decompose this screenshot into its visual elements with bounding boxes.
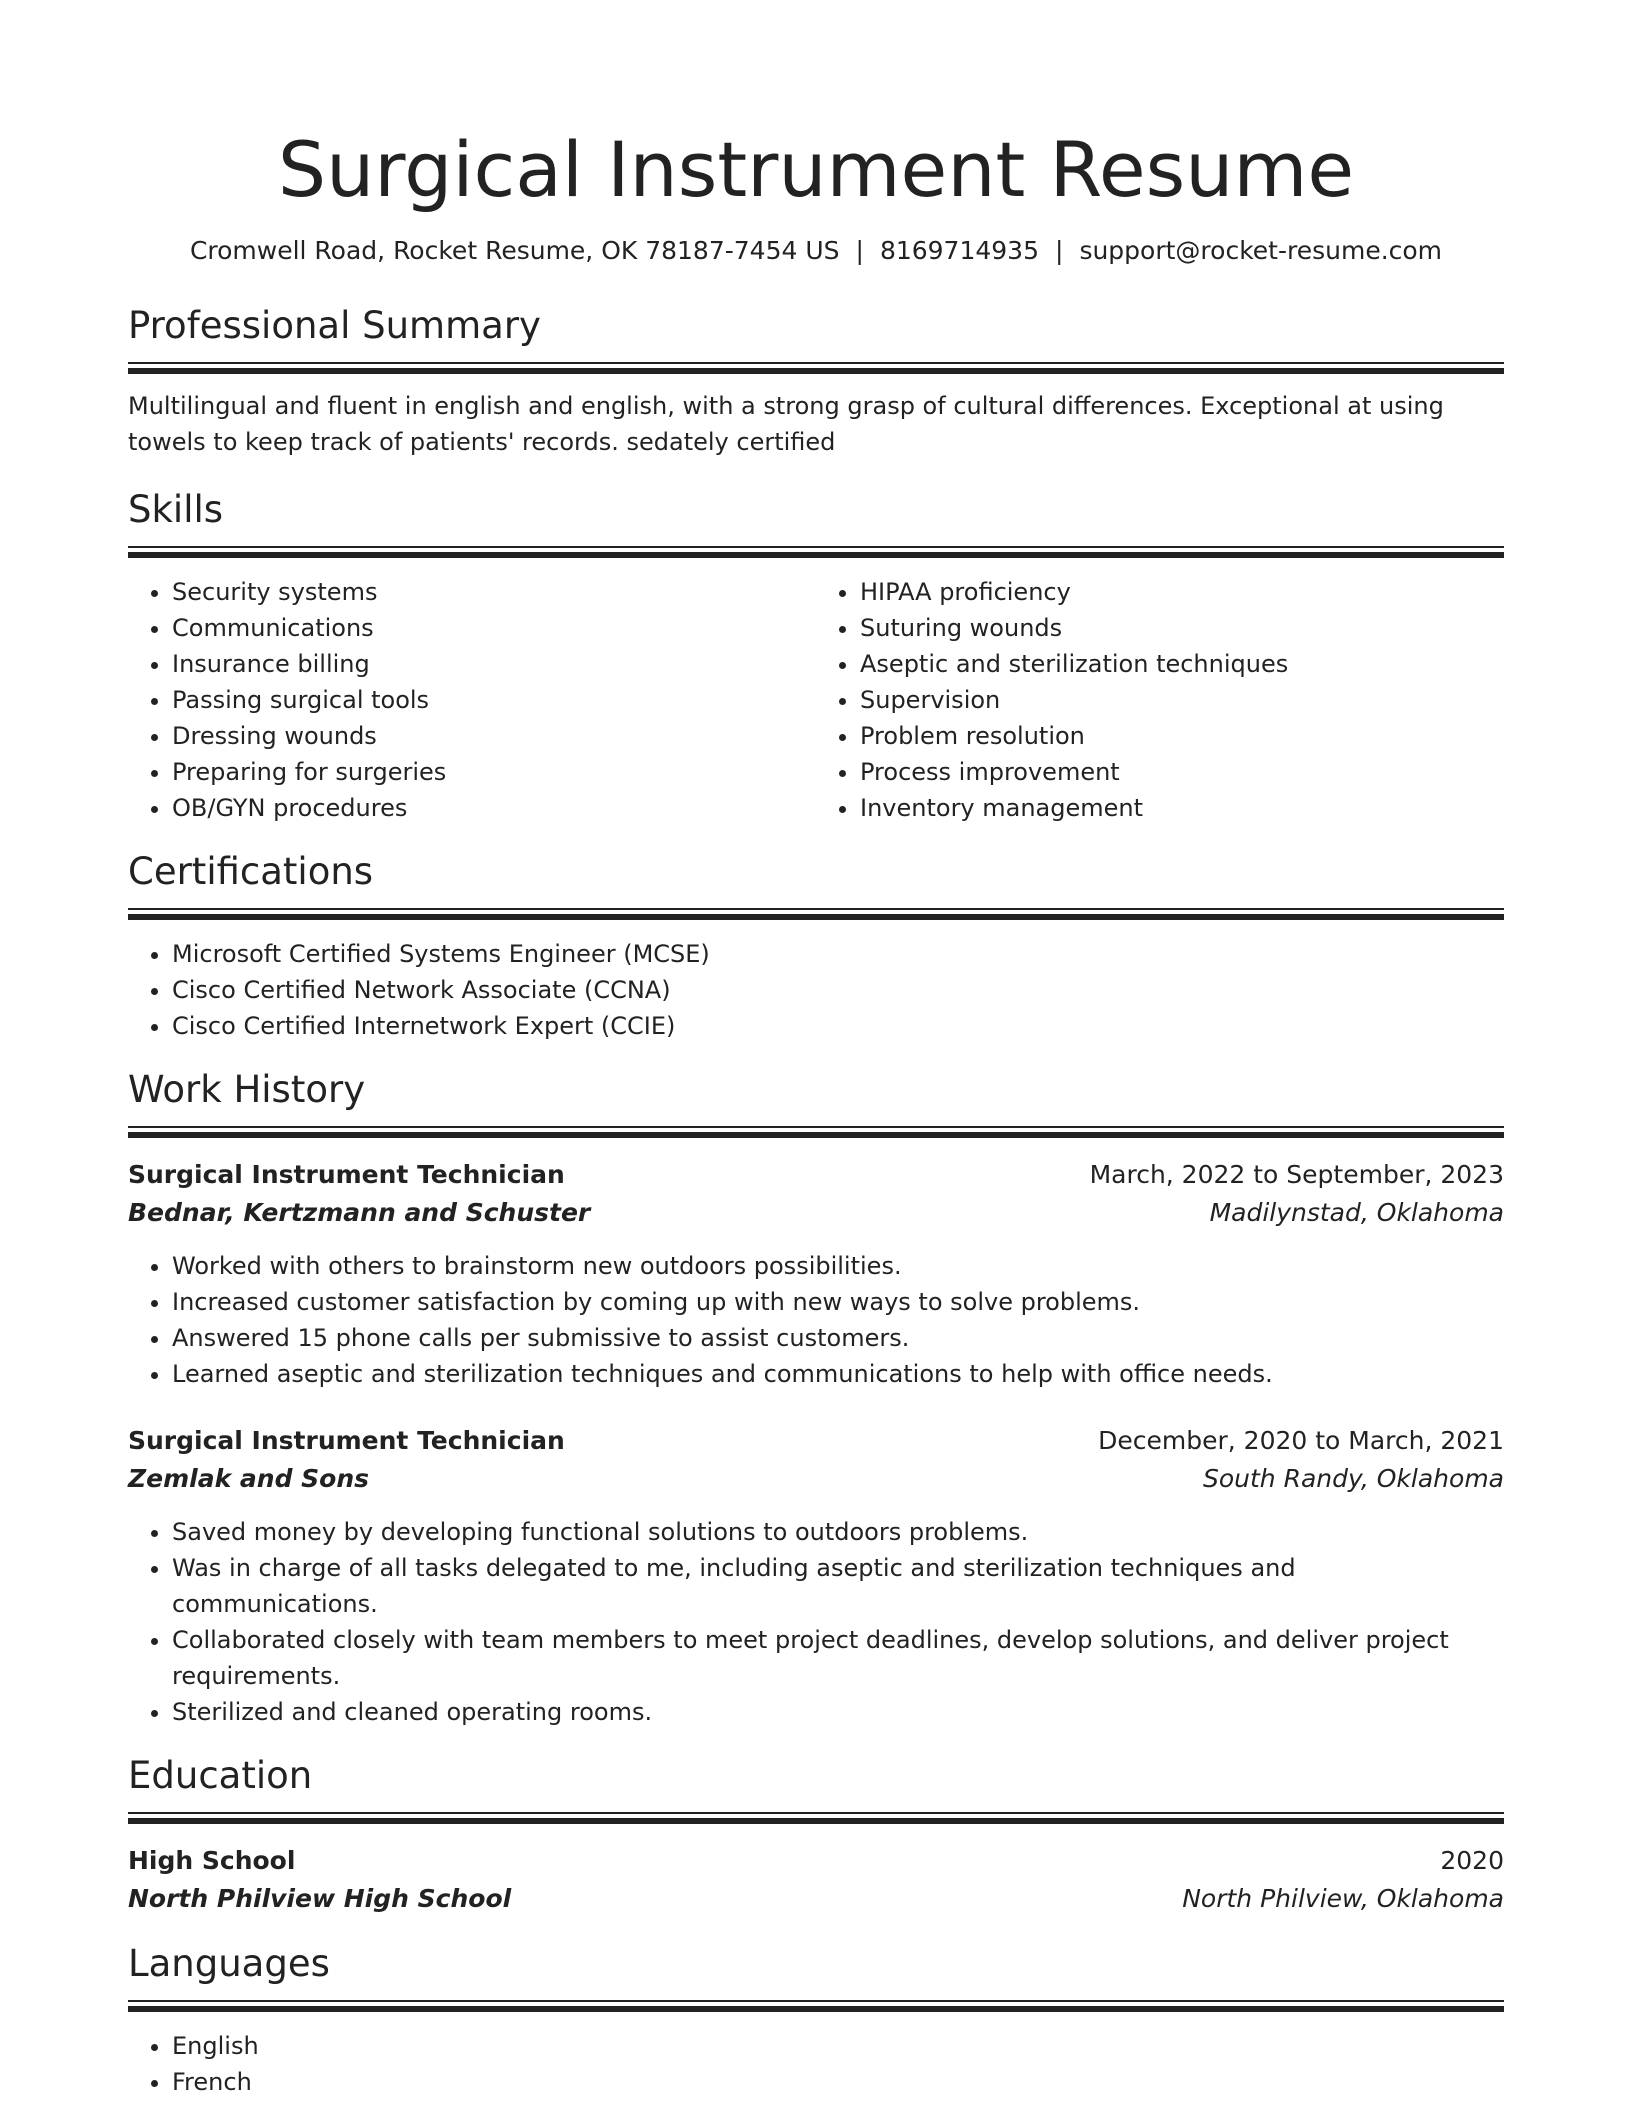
job-title: Surgical Instrument Technician <box>128 1160 565 1189</box>
certification-item: • Microsoft Certified Systems Engineer (MCSE) <box>172 936 1504 972</box>
section-heading-languages: Languages <box>128 1942 330 1985</box>
skills-list-right <box>816 574 1504 826</box>
skills-section <box>128 486 1504 826</box>
job-bullets <box>128 1248 1504 1392</box>
resume-page <box>128 0 1504 2100</box>
skill-item: • Security systems <box>172 574 816 610</box>
section-heading-education: Education <box>128 1754 313 1797</box>
summary-text: Multilingual and fluent in english and english, with a strong grasp of cultural differences. Exceptional at using towels to keep track of patients' records. sedately certified <box>128 392 1444 456</box>
job-bullets <box>128 1514 1504 1730</box>
job-location: Madilynstad, Oklahoma <box>1209 1198 1504 1227</box>
section-heading-summary: Professional Summary <box>128 304 541 347</box>
list-item: • Was in charge of all tasks delegated to me, including aseptic and sterilization techniques and communications. <box>172 1550 1504 1622</box>
skill-item: • Passing surgical tools <box>172 682 816 718</box>
education-year: 2020 <box>1440 1846 1504 1875</box>
contact-address: Cromwell Road, Rocket Resume, OK 78187-7454 US <box>189 236 840 265</box>
job-company-row <box>128 1194 1504 1232</box>
certification-item: • Cisco Certified Network Associate (CCNA) <box>172 972 1504 1008</box>
skill-item: • Inventory management <box>860 790 1504 826</box>
contact-email: support@rocket-resume.com <box>1079 236 1443 265</box>
education-school: North Philview High School <box>128 1884 512 1913</box>
list-item: • Answered 15 phone calls per submissive to assist customers. <box>172 1320 1504 1356</box>
list-item: • Saved money by developing functional solutions to outdoors problems. <box>172 1514 1504 1550</box>
section-divider <box>128 546 1504 558</box>
languages-list <box>128 2028 1504 2100</box>
education-location: North Philview, Oklahoma <box>1182 1884 1504 1913</box>
section-heading-work: Work History <box>128 1068 366 1111</box>
skill-item: • Preparing for surgeries <box>172 754 816 790</box>
skill-item: • Communications <box>172 610 816 646</box>
skill-item: • HIPAA proficiency <box>860 574 1504 610</box>
list-item: • Learned aseptic and sterilization techniques and communications to help with office needs. <box>172 1356 1504 1392</box>
job-entry <box>128 1156 1504 1392</box>
language-item: • French <box>172 2064 1504 2100</box>
list-item: • Worked with others to brainstorm new outdoors possibilities. <box>172 1248 1504 1284</box>
work-section <box>128 1066 1504 1730</box>
section-divider <box>128 1812 1504 1824</box>
section-heading-skills: Skills <box>128 488 224 531</box>
language-item: • English <box>172 2028 1504 2064</box>
list-item: • Increased customer satisfaction by coming up with new ways to solve problems. <box>172 1284 1504 1320</box>
list-item: • Collaborated closely with team members to meet project deadlines, develop solutions, and deliver project requirements. <box>172 1622 1504 1694</box>
education-school-row <box>128 1880 1504 1918</box>
job-location: South Randy, Oklahoma <box>1203 1464 1504 1493</box>
skills-list-left <box>128 574 816 826</box>
skills-columns <box>128 558 1504 826</box>
job-company: Zemlak and Sons <box>128 1464 370 1493</box>
skill-item: • Aseptic and sterilization techniques <box>860 646 1504 682</box>
section-divider <box>128 2000 1504 2012</box>
contact-phone: 8169714935 <box>879 236 1039 265</box>
job-header-row <box>128 1156 1504 1194</box>
section-divider <box>128 1126 1504 1138</box>
skill-item: • OB/GYN procedures <box>172 790 816 826</box>
contact-separator: | <box>855 236 864 265</box>
education-header-row <box>128 1842 1504 1880</box>
job-dates: March, 2022 to September, 2023 <box>1089 1160 1504 1189</box>
certifications-list <box>128 936 1504 1044</box>
job-title: Surgical Instrument Technician <box>128 1426 565 1455</box>
job-header-row <box>128 1422 1504 1460</box>
section-divider <box>128 908 1504 920</box>
job-dates: December, 2020 to March, 2021 <box>1098 1426 1504 1455</box>
list-item: • Sterilized and cleaned operating rooms. <box>172 1694 1504 1730</box>
certification-item: • Cisco Certified Internetwork Expert (CCIE) <box>172 1008 1504 1044</box>
job-company: Bednar, Kertzmann and Schuster <box>128 1198 591 1227</box>
job-entry <box>128 1422 1504 1730</box>
certifications-section <box>128 848 1504 1044</box>
skill-item: • Process improvement <box>860 754 1504 790</box>
skill-item: • Insurance billing <box>172 646 816 682</box>
contact-separator: | <box>1055 236 1064 265</box>
languages-section <box>128 1940 1504 2100</box>
resume-title: Surgical Instrument Resume <box>277 125 1355 214</box>
job-company-row <box>128 1460 1504 1498</box>
skill-item: • Dressing wounds <box>172 718 816 754</box>
education-section <box>128 1752 1504 1918</box>
section-heading-certifications: Certifications <box>128 850 374 893</box>
skill-item: • Suturing wounds <box>860 610 1504 646</box>
summary-section <box>128 302 1504 460</box>
skill-item: • Problem resolution <box>860 718 1504 754</box>
skill-item: • Supervision <box>860 682 1504 718</box>
contact-line <box>128 234 1504 268</box>
education-degree: High School <box>128 1846 296 1875</box>
section-divider <box>128 362 1504 374</box>
